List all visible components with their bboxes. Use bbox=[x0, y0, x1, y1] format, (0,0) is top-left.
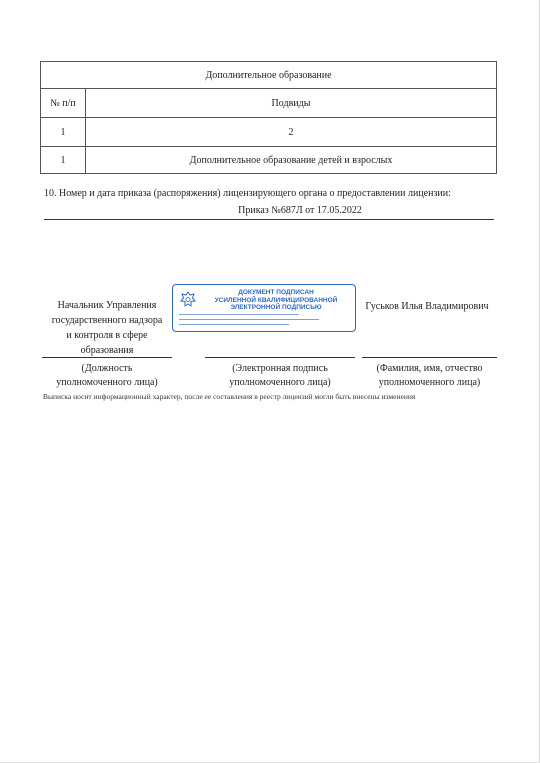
column-header-number: № п/п bbox=[41, 89, 86, 118]
column-header-subtypes: Подвиды bbox=[86, 89, 497, 118]
stamp-title bbox=[201, 289, 351, 312]
coat-of-arms-icon bbox=[178, 290, 198, 310]
position-line: и контроля в сфере bbox=[66, 330, 148, 341]
caption-line: (Электронная подпись bbox=[232, 363, 328, 374]
stamp-certificate-line bbox=[179, 314, 299, 315]
official-name: Гуськов Илья Владимирович bbox=[365, 301, 489, 312]
signature-underline bbox=[205, 357, 355, 358]
position-line: Начальник Управления bbox=[57, 300, 157, 311]
position-line: государственного надзора bbox=[51, 315, 163, 326]
electronic-signature-stamp bbox=[172, 284, 356, 332]
table-numbering-row bbox=[41, 118, 497, 147]
caption-line: (Должность bbox=[81, 363, 133, 374]
signature-caption bbox=[195, 362, 365, 390]
disclaimer-note: Выписка носит информационный характер, после ее составления в реестр лицензий могли быть внесены изменения bbox=[43, 392, 416, 401]
numbering-cell-2: 2 bbox=[86, 118, 497, 147]
caption-line: уполномоченного лица) bbox=[56, 377, 158, 388]
stamp-title-line: УСИЛЕННОЙ КВАЛИФИЦИРОВАННОЙ bbox=[214, 296, 338, 304]
position-caption bbox=[42, 362, 172, 390]
table-column-header-row bbox=[41, 89, 497, 118]
section-10-title: 10. Номер и дата приказа (распоряжения) лицензирующего органа о предоставлении лицензии: bbox=[44, 188, 451, 199]
section-10 bbox=[44, 188, 496, 216]
stamp-title-line: ЭЛЕКТРОННОЙ ПОДПИСЬЮ bbox=[230, 304, 322, 311]
position-underline bbox=[42, 357, 172, 358]
caption-line: уполномоченного лица) bbox=[378, 377, 481, 388]
order-number-date: Приказ №687Л от 17.05.2022 bbox=[238, 205, 362, 216]
table-row bbox=[41, 147, 497, 174]
section-10-underline bbox=[44, 219, 494, 220]
stamp-owner-line bbox=[179, 319, 319, 320]
education-table bbox=[40, 61, 497, 174]
caption-line: (Фамилия, имя, отчество bbox=[376, 363, 483, 374]
stamp-title-line: ДОКУМЕНТ ПОДПИСАН bbox=[238, 289, 314, 296]
table-header-row bbox=[41, 62, 497, 89]
name-caption bbox=[362, 362, 497, 390]
caption-line: уполномоченного лица) bbox=[229, 377, 331, 388]
name-underline bbox=[362, 357, 497, 358]
numbering-cell-1: 1 bbox=[41, 118, 86, 147]
row-number: 1 bbox=[41, 147, 86, 174]
row-subtype-name: Дополнительное образование детей и взрослых bbox=[86, 147, 497, 174]
table-title: Дополнительное образование bbox=[41, 62, 497, 89]
position-line: образования bbox=[80, 345, 134, 356]
stamp-validity-line bbox=[179, 324, 289, 325]
official-position bbox=[42, 298, 172, 358]
